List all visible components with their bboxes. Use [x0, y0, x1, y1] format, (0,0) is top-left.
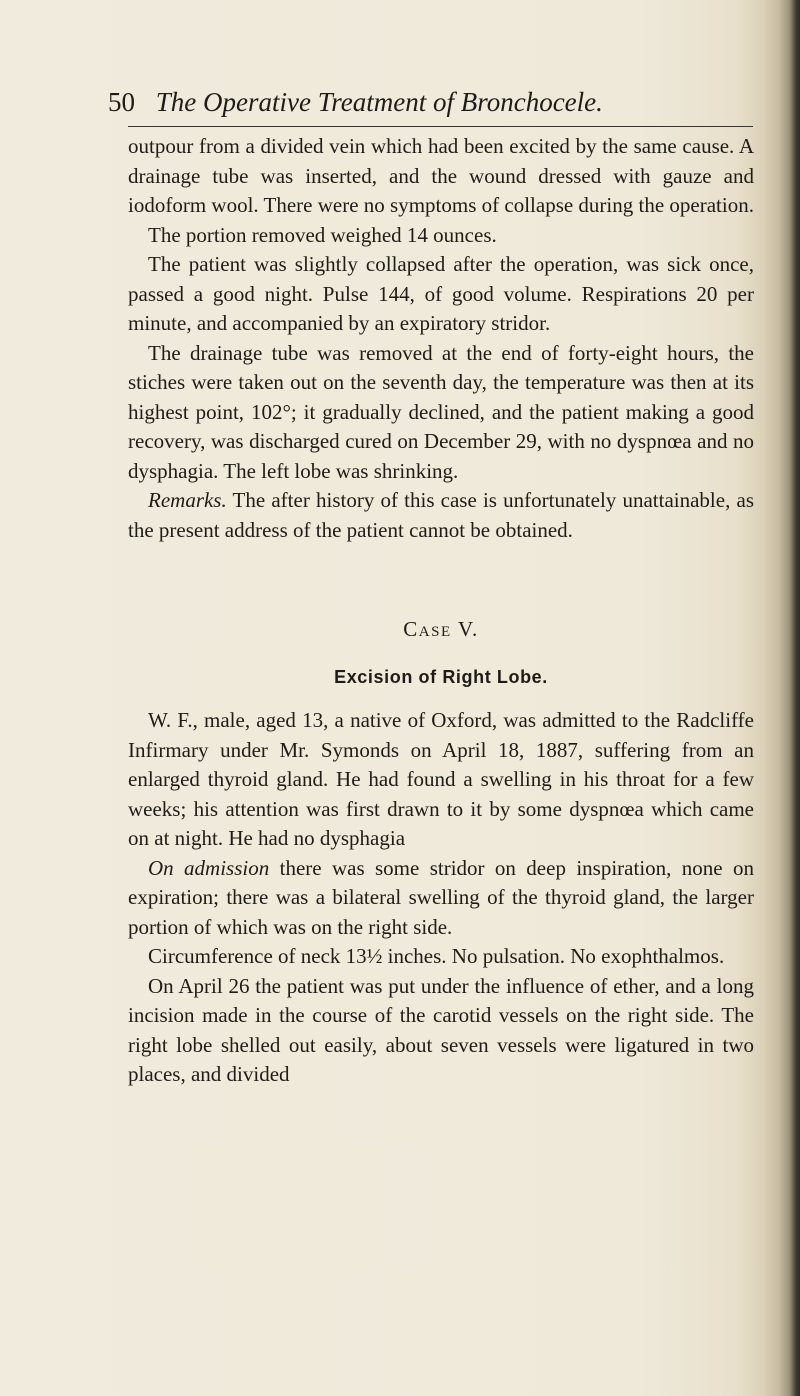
- remarks-text: The after history of this case is unfortunately unattainable, as the present address of the patient cannot be obtained.: [128, 488, 754, 542]
- paragraph-2: The portion removed weighed 14 ounces.: [148, 222, 497, 247]
- header-rule: [128, 126, 753, 127]
- case-heading: Case V.: [403, 617, 479, 641]
- paragraph-4: The drainage tube was removed at the end of forty-eight hours, the stiches were taken out on the seventh day, the temperature was then at its highest point, 102°; it gradually declined, and the patient making a good recovery, was discharged cured on December 29, with no dyspnœa and no dysphagia. The left lobe was shrinking.: [128, 340, 754, 483]
- paragraph-5: [128, 486, 754, 545]
- paragraph-1: outpour from a divided vein which had been excited by the same cause. A drainage tube was inserted, and the wound dressed with gauze and iodoform wool. There were no symptoms of collapse during the operation.: [128, 134, 754, 217]
- admission-lead: On admission: [148, 855, 270, 880]
- running-header: [108, 84, 768, 124]
- paragraph-7: [128, 854, 754, 943]
- page-edge-shadow: [764, 0, 800, 1396]
- paragraph-6: W. F., male, aged 13, a native of Oxford, was admitted to the Radcliffe Infirmary under Mr. Symonds on April 18, 1887, suffering from an enlarged thyroid gland. He had found a swelling in his throat for a few weeks; his attention was first drawn to it by some dyspnœa which came on at night. He had no dysphagia: [128, 708, 754, 850]
- admission-text: there was some stridor on deep inspiration, none on expiration; there was a bilateral swelling of the thyroid gland, the larger portion of which was on the right side.: [128, 855, 754, 939]
- remarks-lead: Remarks.: [148, 488, 227, 512]
- paragraph-9: On April 26 the patient was put under the influence of ether, and a long incision made in the course of the carotid vessels on the right side. The right lobe shelled out easily, about seven vessels were ligatured in two places, and divided: [128, 973, 754, 1086]
- paragraph-3: The patient was slightly collapsed after the operation, was sick once, passed a good night. Pulse 144, of good volume. Respirations 20 per minute, and accompanied by an expiratory stridor.: [128, 252, 754, 335]
- running-title: The Operative Treatment of Bronchocele.: [155, 87, 603, 117]
- body-text: [128, 132, 754, 1090]
- sub-heading: Excision of Right Lobe.: [334, 666, 548, 687]
- paragraph-8: Circumference of neck 13½ inches. No pulsation. No exophthalmos.: [148, 944, 725, 968]
- page-number: 50: [108, 87, 135, 117]
